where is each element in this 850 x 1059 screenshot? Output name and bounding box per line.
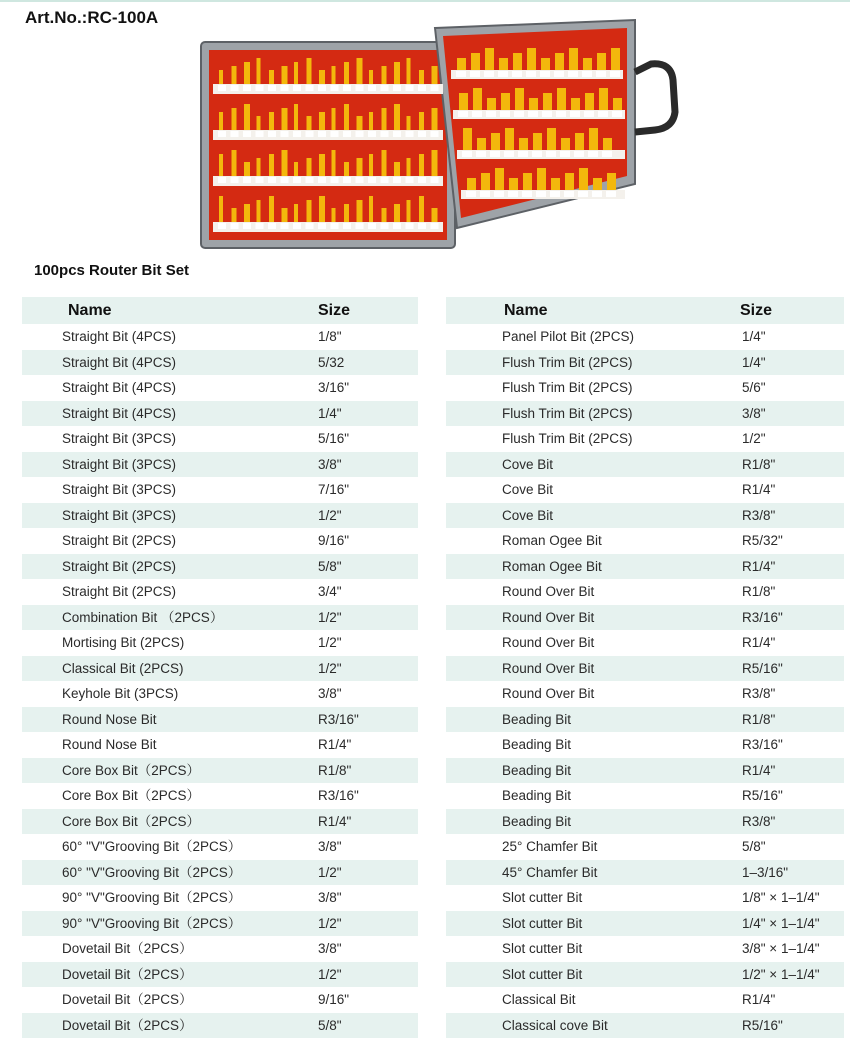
table-row <box>22 758 418 784</box>
bit-name: Round Over Bit <box>502 660 595 676</box>
bit-size: 3/8" <box>318 890 342 905</box>
bit-size: 3/8" <box>318 839 342 854</box>
bit-name: Cove Bit <box>502 456 554 472</box>
bit-size: 1/2" <box>318 660 342 676</box>
bit-name: Straight Bit (4PCS) <box>62 405 177 421</box>
bit-size: R1/4" <box>318 737 352 752</box>
bit-size: R5/16" <box>742 788 783 803</box>
bit-size: 3/8" <box>318 456 342 472</box>
bit-name: Slot cutter Bit <box>502 966 583 982</box>
table-row <box>446 758 844 784</box>
bit-size: R3/16" <box>742 737 783 752</box>
table-row <box>22 579 418 605</box>
bit-name: Flush Trim Bit (2PCS) <box>502 354 633 370</box>
table-row <box>446 605 844 631</box>
bit-size: 5/32 <box>318 354 345 370</box>
bit-name: 90° "V"Grooving Bit（2PCS） <box>62 890 242 905</box>
table-row <box>446 885 844 911</box>
bit-size: 1/2" <box>318 635 342 650</box>
table-row <box>446 732 844 758</box>
table-row <box>22 426 418 452</box>
table-row <box>446 1013 844 1039</box>
bit-size: R1/4" <box>318 813 352 829</box>
table-row <box>446 630 844 656</box>
bit-name: Cove Bit <box>502 482 554 497</box>
bit-size: R1/8" <box>742 584 776 599</box>
bit-name: Cove Bit <box>502 507 554 523</box>
table-row <box>22 401 418 427</box>
table-row <box>446 503 844 529</box>
set-title: 100pcs Router Bit Set <box>34 262 190 279</box>
bit-size: R5/32" <box>742 533 783 548</box>
table-row <box>446 452 844 478</box>
bit-size: 9/16" <box>318 533 350 548</box>
bit-size: R1/4" <box>742 558 776 574</box>
table-row <box>22 962 418 988</box>
bit-size: R1/8" <box>742 711 776 727</box>
table-row <box>22 452 418 478</box>
bit-name: Mortising Bit (2PCS) <box>62 635 185 650</box>
table-row <box>22 324 418 350</box>
bit-size: 1/2" <box>318 609 342 625</box>
bit-name: Straight Bit (3PCS) <box>62 456 177 472</box>
bit-size: 1/4" <box>742 329 766 344</box>
bit-name: Beading Bit <box>502 788 572 803</box>
bit-size: 3/16" <box>318 380 350 395</box>
bit-size: R3/16" <box>318 788 359 803</box>
bit-size: R3/8" <box>742 507 776 523</box>
bit-name: Beading Bit <box>502 813 572 829</box>
bit-size: R3/8" <box>742 686 776 701</box>
table-row <box>446 426 844 452</box>
bit-size: R1/4" <box>742 635 776 650</box>
bit-name: Slot cutter Bit <box>502 941 583 956</box>
bit-size: 9/16" <box>318 992 350 1007</box>
bit-name: Dovetail Bit（2PCS） <box>62 941 193 956</box>
bit-name: Round Over Bit <box>502 609 595 625</box>
bit-name: Straight Bit (3PCS) <box>62 507 177 523</box>
bit-size: 1/4" <box>318 405 342 421</box>
bit-size: 3/4" <box>318 584 342 599</box>
name-column-header: Name <box>504 302 548 319</box>
table-row <box>22 554 418 580</box>
bit-size: 5/6" <box>742 380 766 395</box>
bit-size: 1/2" <box>318 915 342 931</box>
table-row <box>22 681 418 707</box>
table-row <box>446 783 844 809</box>
bit-name: Combination Bit （2PCS） <box>62 609 224 625</box>
bit-size: 1/4" × 1–1/4" <box>742 915 820 931</box>
bit-name: Core Box Bit（2PCS） <box>62 762 201 778</box>
bit-name: Straight Bit (2PCS) <box>62 558 177 574</box>
table-row <box>446 681 844 707</box>
bit-size: 1/8" × 1–1/4" <box>742 890 820 905</box>
table-row <box>446 477 844 503</box>
bit-name: Beading Bit <box>502 737 572 752</box>
bit-name: 45° Chamfer Bit <box>502 864 598 880</box>
table-row <box>446 375 844 401</box>
name-column-header: Name <box>68 302 112 319</box>
bit-size: R5/16" <box>742 660 783 676</box>
bit-name: Straight Bit (4PCS) <box>62 380 177 395</box>
bit-name: 60° "V"Grooving Bit（2PCS） <box>62 864 242 880</box>
table-row <box>446 809 844 835</box>
table-row <box>22 707 418 733</box>
bit-size: R5/16" <box>742 1017 783 1033</box>
bit-size: 3/8" <box>742 405 766 421</box>
bit-name: Straight Bit (3PCS) <box>62 431 177 446</box>
table-row <box>22 732 418 758</box>
bit-name: Panel Pilot Bit (2PCS) <box>502 329 635 344</box>
bit-size: 7/16" <box>318 482 350 497</box>
bit-name: Classical cove Bit <box>502 1017 608 1033</box>
bit-name: Round Over Bit <box>502 635 595 650</box>
table-header <box>22 297 418 324</box>
table-row <box>22 605 418 631</box>
bit-size: 1/2" <box>742 431 766 446</box>
table-row <box>22 656 418 682</box>
table-row <box>22 1013 418 1039</box>
bit-size: 5/8" <box>318 558 342 574</box>
bit-size: R1/4" <box>742 482 776 497</box>
bit-name: Beading Bit <box>502 762 572 778</box>
bit-name: Straight Bit (2PCS) <box>62 584 177 599</box>
bit-name: Round Over Bit <box>502 584 595 599</box>
table-row <box>446 554 844 580</box>
table-row <box>22 936 418 962</box>
bit-name: Round Over Bit <box>502 686 595 701</box>
bit-name: Dovetail Bit（2PCS） <box>62 992 193 1007</box>
table-row <box>22 375 418 401</box>
bit-name: Keyhole Bit (3PCS) <box>62 686 179 701</box>
bit-name: Slot cutter Bit <box>502 890 583 905</box>
bit-size: R1/4" <box>742 992 776 1007</box>
bit-size: R3/16" <box>318 711 359 727</box>
table-row <box>22 860 418 886</box>
table-row <box>22 477 418 503</box>
table-row <box>446 962 844 988</box>
table-row <box>446 987 844 1013</box>
table-row <box>446 834 844 860</box>
bit-name: Round Nose Bit <box>62 711 157 727</box>
table-row <box>446 656 844 682</box>
bit-size: 5/16" <box>318 431 350 446</box>
bit-size: 1/2" × 1–1/4" <box>742 966 820 982</box>
bit-name: Roman Ogee Bit <box>502 558 602 574</box>
table-row <box>446 707 844 733</box>
bit-name: Roman Ogee Bit <box>502 533 602 548</box>
bit-size: 1/2" <box>318 507 342 523</box>
table-row <box>22 630 418 656</box>
table-row <box>446 401 844 427</box>
size-column-header: Size <box>740 302 773 319</box>
table-header <box>446 297 844 324</box>
bit-name: Slot cutter Bit <box>502 915 583 931</box>
bit-name: Flush Trim Bit (2PCS) <box>502 380 633 395</box>
table-row <box>22 885 418 911</box>
bit-size: 1/4" <box>742 354 766 370</box>
bit-size: 3/8" <box>318 686 342 701</box>
left-spec-table <box>22 297 418 1038</box>
bit-name: Dovetail Bit（2PCS） <box>62 1017 193 1033</box>
bit-size: R3/8" <box>742 813 776 829</box>
bit-size: 3/8" × 1–1/4" <box>742 941 820 956</box>
table-row <box>22 834 418 860</box>
table-row <box>446 911 844 937</box>
bit-size: 1–3/16" <box>742 864 789 880</box>
table-row <box>22 528 418 554</box>
bit-name: Beading Bit <box>502 711 572 727</box>
table-row <box>22 503 418 529</box>
bit-size: 3/8" <box>318 941 342 956</box>
table-row <box>22 809 418 835</box>
bit-name: 60° "V"Grooving Bit（2PCS） <box>62 839 242 854</box>
table-row <box>446 579 844 605</box>
bit-name: Straight Bit (2PCS) <box>62 533 177 548</box>
table-row <box>446 860 844 886</box>
table-row <box>446 528 844 554</box>
bit-name: 25° Chamfer Bit <box>502 839 598 854</box>
table-row <box>22 783 418 809</box>
bit-name: 90° "V"Grooving Bit（2PCS） <box>62 915 242 931</box>
bit-name: Classical Bit <box>502 992 576 1007</box>
bit-size: 1/2" <box>318 966 342 982</box>
bit-name: Straight Bit (4PCS) <box>62 329 177 344</box>
table-row <box>22 987 418 1013</box>
size-column-header: Size <box>318 302 351 319</box>
bit-name: Round Nose Bit <box>62 737 157 752</box>
bit-size: 5/8" <box>318 1017 342 1033</box>
right-spec-table <box>446 297 844 1038</box>
bit-size: 1/8" <box>318 329 342 344</box>
bit-size: R1/8" <box>318 762 352 778</box>
router-bit-case-photo <box>195 14 685 254</box>
table-row <box>22 350 418 376</box>
bit-name: Straight Bit (3PCS) <box>62 482 177 497</box>
bit-name: Dovetail Bit（2PCS） <box>62 966 193 982</box>
table-row <box>446 350 844 376</box>
bit-name: Flush Trim Bit (2PCS) <box>502 431 633 446</box>
table-row <box>446 324 844 350</box>
bit-size: 5/8" <box>742 839 766 854</box>
top-accent-line <box>0 0 850 2</box>
bit-size: R1/4" <box>742 762 776 778</box>
bit-size: R3/16" <box>742 609 783 625</box>
article-number: Art.No.:RC-100A <box>25 8 159 27</box>
bit-size: R1/8" <box>742 456 776 472</box>
bit-name: Core Box Bit（2PCS） <box>62 788 201 803</box>
bit-size: 1/2" <box>318 864 342 880</box>
bit-name: Classical Bit (2PCS) <box>62 660 184 676</box>
table-row <box>22 911 418 937</box>
table-row <box>446 936 844 962</box>
bit-name: Flush Trim Bit (2PCS) <box>502 405 633 421</box>
bit-name: Straight Bit (4PCS) <box>62 354 177 370</box>
bit-name: Core Box Bit（2PCS） <box>62 813 201 829</box>
